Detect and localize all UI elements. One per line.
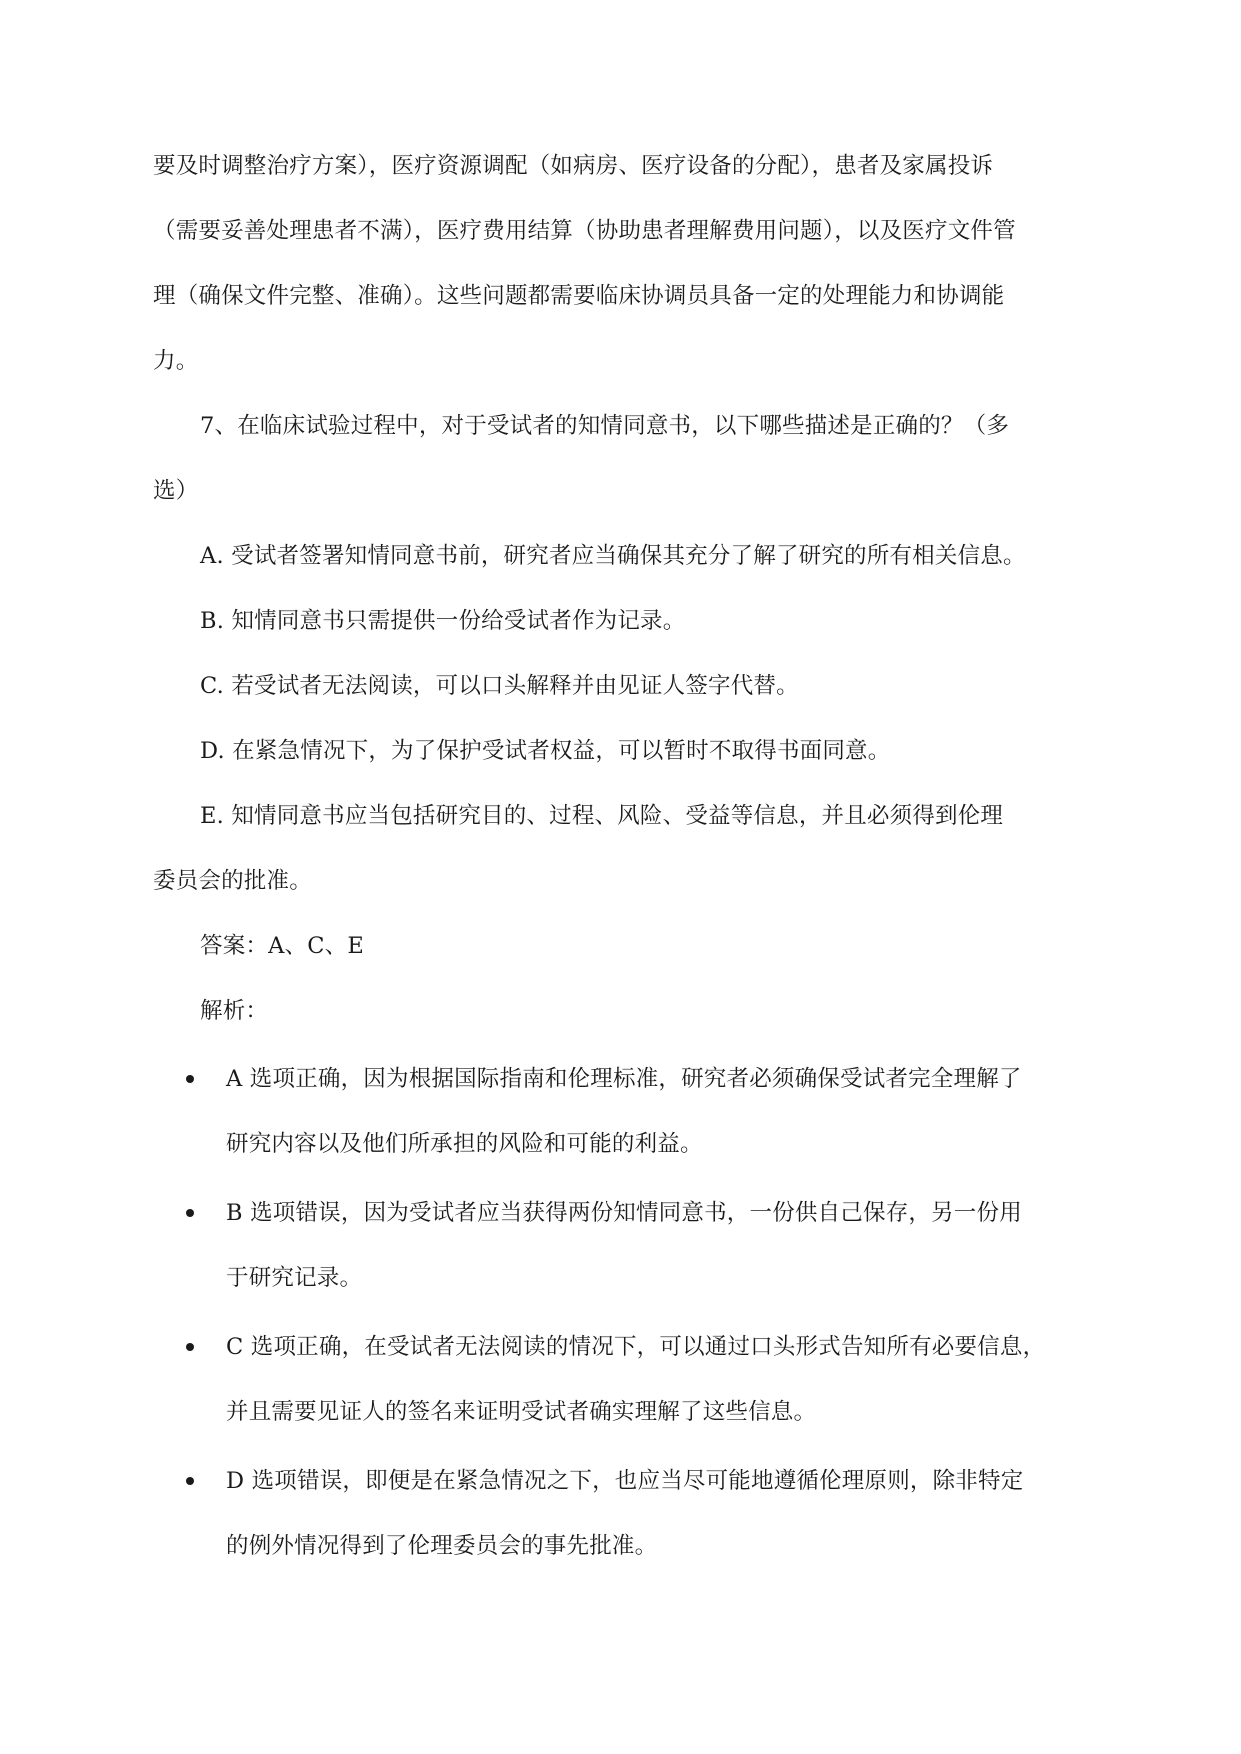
option-b: B. 知情同意书只需提供一份给受试者作为记录。: [200, 608, 686, 634]
analysis-bullet: B 选项错误，因为受试者应当获得两份知情同意书，一份供自己保存，另一份用: [226, 1200, 1022, 1226]
analysis-bullet: C 选项正确，在受试者无法阅读的情况下，可以通过口头形式告知所有必要信息，: [226, 1334, 1046, 1360]
analysis-bullet: D 选项错误，即便是在紧急情况之下，也应当尽可能地遵循伦理原则，除非特定: [226, 1468, 1024, 1494]
analysis-heading: 解析：: [200, 998, 269, 1024]
question-text: 7、在临床试验过程中，对于受试者的知情同意书，以下哪些描述是正确的？（多: [200, 413, 1010, 439]
option-e: 委员会的批准。: [153, 868, 312, 894]
analysis-bullet: A 选项正确，因为根据国际指南和伦理标准，研究者必须确保受试者完全理解了: [226, 1066, 1022, 1092]
analysis-bullet: 于研究记录。: [226, 1265, 363, 1291]
option-d: D. 在紧急情况下，为了保护受试者权益，可以暂时不取得书面同意。: [200, 738, 891, 764]
bullet-dot: [186, 1477, 194, 1485]
question-text: 选）: [153, 478, 199, 504]
bullet-dot: [186, 1343, 194, 1351]
analysis-bullet: 并且需要见证人的签名来证明受试者确实理解了这些信息。: [226, 1399, 817, 1425]
option-c: C. 若受试者无法阅读，可以口头解释并由见证人签字代替。: [200, 673, 799, 699]
paragraph-line: 要及时调整治疗方案），医疗资源调配（如病房、医疗设备的分配），患者及家属投诉: [153, 153, 994, 179]
answer-text: 答案：A、C、E: [200, 933, 364, 959]
analysis-bullet: 的例外情况得到了伦理委员会的事先批准。: [226, 1533, 658, 1559]
analysis-bullet: 研究内容以及他们所承担的风险和可能的利益。: [226, 1131, 703, 1157]
paragraph-line: （需要妥善处理患者不满），医疗费用结算（协助患者理解费用问题），以及医疗文件管: [153, 218, 1016, 244]
option-a: A. 受试者签署知情同意书前，研究者应当确保其充分了解了研究的所有相关信息。: [200, 543, 1026, 569]
paragraph-line: 力。: [153, 348, 199, 374]
bullet-dot: [186, 1075, 194, 1083]
bullet-dot: [186, 1209, 194, 1217]
paragraph-line: 理（确保文件完整、准确）。这些问题都需要临床协调员具备一定的处理能力和协调能: [153, 283, 1005, 309]
option-e: E. 知情同意书应当包括研究目的、过程、风险、受益等信息，并且必须得到伦理: [200, 803, 1004, 829]
